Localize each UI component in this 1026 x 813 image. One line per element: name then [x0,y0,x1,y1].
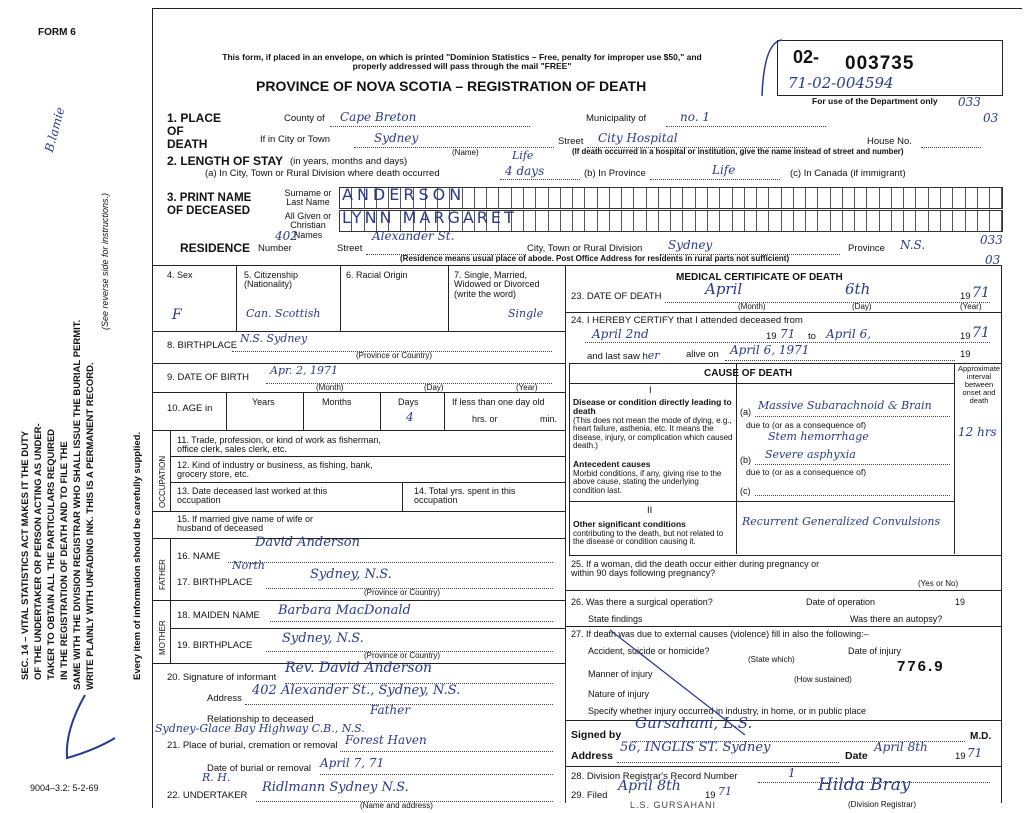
age-col-1 [226,392,227,430]
stay-province-value: Life [712,163,736,177]
given-label: All Given or Christian Names [284,211,332,240]
sex-label: 4. Sex [167,270,193,280]
roman-one: I [649,385,652,396]
cause-header-bottom [569,383,954,384]
street-label: Street [558,136,584,147]
q26-label: 26. Was there a surgical operation? [571,597,713,607]
row-25-bottom [565,590,1002,591]
stay-province-line [650,179,780,180]
undertaker-caption: (Name and address) [360,801,433,810]
attended-from-19: 19 [766,331,777,342]
cause-a2-value: Stem hemorrhage [768,430,869,443]
undertaker-initials: R. H. [202,771,231,784]
due-to-a: due to (or as a consequence of) [746,420,867,430]
date-of-death-day: 6th [845,280,871,298]
alive-on-line [725,360,955,361]
cause-c-line [755,495,950,496]
city-caption: (Name) [452,148,479,157]
place-of-death-text: 1. PLACE OF DEATH [167,111,222,151]
interval-divider [954,363,955,554]
antecedent-label: Antecedent causes [573,459,651,469]
row-10-bottom [152,430,565,431]
signature-bottom [565,766,1002,767]
how-sustained-caption: (How sustained) [794,675,852,684]
marital-label: 7. Single, Married, Widowed or Divorced (write the word) [454,270,540,299]
age-col-4 [444,392,445,430]
length-of-stay-label: 2. LENGTH OF STAY [167,154,284,168]
age-years-label: Years [252,397,275,407]
racial-divider [448,265,449,331]
father-name-value: David Anderson [255,535,360,550]
municipality-line [666,126,826,127]
father-side-divider [170,538,171,600]
city-value: Sydney [374,131,419,145]
signature-address-value: 56, INGLIS ST. Sydney [620,740,771,755]
date-of-death-19: 19 [960,291,971,302]
alive-on-value: April 6, 1971 [730,343,810,357]
attended-to: April 6, [826,327,872,341]
row-27-bottom [565,720,1002,721]
state-findings-label: State findings [588,614,643,624]
date-of-death-label: 23. DATE OF DEATH [571,291,662,302]
birthplace-label: 8. BIRTHPLACE [167,340,238,351]
manner-label: Manner of injury [588,669,653,679]
relationship-value: Father [370,703,411,717]
disease-note: (This does not mean the mode of dying, e.g., heart failure, asthenia, etc. It means the disease, injury, or complication which caused death.) [573,416,733,451]
attended-to-year: 71 [972,325,990,341]
relationship-label: Relationship to deceased [207,714,314,725]
informant-address-label: Address [207,693,242,704]
residence-number-value: 402 [275,229,298,243]
attended-to-19: 19 [960,331,971,342]
other-label: Other significant conditions [573,519,686,529]
trade-label: 11. Trade, profession, or kind of work as fisherman, office clerk, sales clerk, etc. [177,435,381,455]
accident-label: Accident, suicide or homicide? [588,646,710,656]
q25-caption: (Yes or No) [918,579,959,588]
age-col-3 [380,392,381,430]
operation-date-19: 19 [955,597,966,607]
cause-b-label: (b) [740,455,751,465]
house-line [921,147,981,148]
mother-maiden-line [270,621,553,622]
married-label: 15. If married give name of wife or husband of deceased [177,514,314,534]
row-11-bottom [170,456,565,457]
margin-vital-statistics-6: WRITE PLAINLY WITH UNFADING INK. THIS IS A PERMANENT RECORD. [85,362,96,690]
icd-code: 776.9 [897,658,945,675]
signature-date-year: 71 [967,746,983,760]
last-saw-label [587,350,660,362]
stay-city-line [500,179,580,180]
department-code-1: 033 [958,95,981,109]
informant-signature-value: Rev. David Anderson [285,660,433,676]
cause-c-label: (c) [740,486,751,496]
death-month-caption: (Month) [738,302,766,311]
father-side-label: FATHER [158,559,167,590]
length-of-stay-sub: (in years, months and days) [290,156,408,167]
residence-division-label: City, Town or Rural Division [527,243,643,254]
cause-b-line [755,464,950,465]
county-value: Cape Breton [340,110,417,124]
undertaker-label: 22. UNDERTAKER [167,790,248,801]
citizenship-label: 5. Citizenship (Nationality) [244,270,299,290]
given-value: LYNN MARGARET [342,208,517,227]
filed-19: 19 [705,790,716,801]
registrar-mark [55,690,125,770]
signed-by-value: Gursahani, L.S. [635,714,753,732]
burial-date-label: Date of burial or removal [207,763,312,774]
city-label: If in City or Town [260,134,331,145]
mother-birthplace-label: 19. BIRTHPLACE [177,640,253,651]
alive-on-label: alive on [686,349,719,360]
filed-year: 71 [718,785,732,798]
margin-vital-statistics-3: TAKER TO OBTAIN ALL THE PARTICULARS REQUIRED [46,428,57,680]
filed-label: 29. Filed [571,790,608,801]
due-to-b: due to (or as a consequence of) [746,467,867,477]
industry-injury-label: Specify whether injury occurred in industry, in home, or in public place [588,706,866,716]
margin-vital-statistics-5: SAME WITH THE DIVISION REGISTRAR WHO SHALL ISSUE THE BURIAL PERMIT. [72,319,83,690]
death-day-caption: (Day) [852,302,872,311]
residence-province-label: Province [848,243,885,254]
form-number: FORM 6 [38,27,76,38]
mother-birthplace-caption: (Province or Country) [364,651,441,660]
surname-label: Surname or Last Name [284,188,332,208]
residence-code-2: 03 [985,253,1001,267]
box-bracket [758,38,788,98]
age-hrs-label: hrs. or [472,414,498,424]
residence-street-label: Street [337,243,363,254]
citizenship-value: Can. Scottish [246,307,321,320]
age-min-label: min. [540,414,558,424]
medical-title: MEDICAL CERTIFICATE OF DEATH [676,272,843,283]
antecedent-note: Morbid conditions, if any, giving rise to the above cause, stating the underlying condition last. [573,469,722,495]
last-saw-fill: er [647,349,660,362]
residence-street-value: Alexander St. [372,229,455,243]
deceased-label: 3. PRINT NAME OF DECEASED [167,192,252,217]
age-label: 10. AGE in [167,403,213,414]
side-initials: B.lamie [42,105,68,154]
residence-label: RESIDENCE [180,241,251,255]
margin-vital-statistics-2: OF THE UNDERTAKER OR PERSON ACTING AS UNDER- [33,423,44,680]
department-number: 71-02-004594 [788,74,894,92]
margin-vital-statistics-4: IN THE REGISTRATION OF DEATH AND TO FILE THE [59,441,70,680]
municipality-label: Municipality of [586,113,647,124]
signature-date-19: 19 [955,751,966,762]
registrar-number-label: 28. Division Registrar's Record Number [571,771,738,782]
county-label: County of [284,113,325,124]
father-birthplace-label: 17. BIRTHPLACE [177,577,253,588]
birthplace-value: N.S. Sydney [240,332,308,345]
burial-place-label: 21. Place of burial, cremation or removal [167,740,338,751]
cause-title: CAUSE OF DEATH [704,368,793,379]
dob-line [266,383,552,384]
row-7-bottom [152,331,565,332]
date-of-death-year: 71 [972,285,990,301]
registrar-number-value: 1 [788,766,796,780]
signature-date-value: April 8th [874,740,928,754]
registrar-signature: Hilda Bray [818,775,911,795]
dob-day-caption: (Day) [424,383,444,392]
informant-address-value: 402 Alexander St., Sydney, N.S. [252,683,461,698]
dob-year-caption: (Year) [516,383,538,392]
hospital-note: (If death occurred in a hospital or institution, give the name instead of street and number) [572,147,904,156]
signature-address-line [617,762,839,763]
nature-label: Nature of injury [588,689,650,699]
father-name-line [228,562,553,563]
q25-label: 25. If a woman, did the death occur either during pregnancy or within 90 days following pregnancy? [571,559,820,579]
mother-side-label: MOTHER [158,620,167,655]
state-which-caption: (State which) [748,655,795,664]
citizenship-divider [340,265,341,331]
registration-number: 003735 [845,53,915,74]
dob-month-caption: (Month) [316,383,344,392]
cause-part-two-divider [569,501,954,502]
margin-vital-statistics-1: SEC. 14 – VITAL STATISTICS ACT MAKES IT THE DUTY [20,430,31,680]
dob-label: 9. DATE OF BIRTH [167,372,249,383]
residence-code-1: 033 [980,233,1003,247]
municipality-value: no. 1 [680,110,711,124]
md-label: M.D. [970,731,992,742]
stay-city-label: (a) In City, Town or Rural Division where death occurred [205,168,440,179]
life-note: Life [512,149,534,162]
cause-label-divider [736,363,737,554]
house-label: House No. [867,136,912,147]
cause-a-label: (a) [740,407,751,417]
place-of-death-label [167,112,227,151]
burial-place-line [340,751,553,752]
occupation-side-label: OCCUPATION [158,455,167,508]
death-year-caption: (Year) [960,302,982,311]
envelope-note: This form, if placed in an envelope, on which is printed "Dominion Statistics – Free, penalty for improper use $50," and properly addressed will pass through the mail "FREE" [222,52,702,71]
cause-a-value: Massive Subarachnoid & Brain [758,399,932,412]
marital-value: Single [508,307,544,320]
printed-name: L.S. GURSAHANI [630,800,717,810]
burial-date-value: April 7, 71 [320,756,385,770]
father-birthplace-prefix: North [232,559,266,572]
row-9-bottom [152,392,565,393]
burial-note: Sydney-Glace Bay Highway C.B., N.S. [155,722,365,735]
disease-label: Disease or condition directly leading to death [573,397,732,416]
age-days-label: Days [398,397,419,407]
surname-value: ANDERSON [342,185,466,204]
row-8-bottom [152,363,565,364]
cause-a-line [755,416,950,417]
father-name-label: 16. NAME [177,551,221,562]
middle-divider [565,265,566,803]
stay-city-value: 4 days [505,164,545,178]
margin-every-item: Every item of information should be carefully supplied. [132,431,143,680]
certify-label: 24. I HEREBY CERTIFY that I attended deceased from [571,315,803,326]
attended-from: April 2nd [592,327,649,341]
stay-province-label: (b) In Province [584,168,646,179]
residence-division-value: Sydney [668,238,713,252]
racial-label: 6. Racial Origin [346,270,408,280]
row-14-bottom [152,511,565,512]
department-note: For use of the Department only [812,96,938,106]
father-bottom [152,600,565,601]
father-birthplace-caption: (Province or Country) [364,588,441,597]
operation-date-label: Date of operation [806,597,876,607]
registrar-caption: (Division Registrar) [848,800,917,809]
street-value: City Hospital [598,131,678,145]
signature-date-label: Date [845,750,868,762]
age-days-value: 4 [406,410,414,424]
age-less-label: If less than one day old [452,397,545,407]
undertaker-value: Ridlmann Sydney N.S. [262,780,409,795]
signed-by-label: Signed by [571,729,622,741]
filed-value: April 8th [618,778,681,794]
mother-birthplace-value: Sydney, N.S. [282,631,364,646]
age-months-label: Months [322,397,352,407]
dob-value: Apr. 2, 1971 [270,364,339,377]
burial-date-line [320,774,553,775]
sex-divider [236,265,237,331]
q27-label: 27. If death was due to external causes (violence) fill in also the following:– [571,629,869,639]
row-23-bottom [565,312,1002,313]
father-birthplace-value: Sydney, N.S. [310,567,392,582]
autopsy-label: Was there an autopsy? [850,614,943,624]
date-of-death-month: April [705,280,743,298]
cause-b-value: Severe asphyxia [765,448,856,461]
injury-date-label: Date of injury [848,646,902,656]
age-col-2 [303,392,304,430]
row-12-bottom [170,482,565,483]
registration-prefix: 02- [793,47,820,67]
mother-side-divider [170,600,171,663]
form-title: PROVINCE OF NOVA SCOTIA – REGISTRATION OF DEATH [256,78,647,94]
date-of-death-line [665,302,990,303]
mother-maiden-value: Barbara MacDonald [278,603,411,618]
department-code-2: 03 [983,111,999,125]
informant-signature-label: 20. Signature of informant [167,672,277,683]
residence-province-value: N.S. [900,238,926,252]
attended-from-year: 71 [780,327,796,341]
left-frame-line [152,8,153,808]
residence-note: (Residence means usual place of abode. Post Office Address for residents in rural parts not sufficient) [400,254,790,263]
occupation-side-divider [170,430,171,511]
top-frame-line [152,8,1022,9]
signature-address-label: Address [571,750,614,762]
residence-number-label: Number [258,243,292,254]
other-value: Recurrent Generalized Convulsions [742,515,941,528]
sex-value: F [172,307,182,323]
burial-place-value: Forest Haven [345,733,427,747]
mother-maiden-label: 18. MAIDEN NAME [177,610,260,621]
mother-mid [170,628,565,629]
attended-to-label: to [808,331,816,342]
total-years-label: 14. Total yrs. spent in this occupation [414,486,516,506]
interval-label: Approximate interval between onset and death [958,364,1001,405]
industry-label: 12. Kind of industry or business, as fishing, bank, grocery store, etc. [177,460,373,480]
other-note: contributing to the death, but not related to the disease or condition causing it. [573,529,724,547]
last-saw-text: and last saw h [587,351,648,362]
occupation-divider [402,482,403,511]
last-worked-label: 13. Date deceased last worked at this occupation [177,486,328,506]
birthplace-caption: (Province or Country) [356,351,433,360]
stay-canada-label: (c) In Canada (if immigrant) [790,168,906,179]
margin-reverse-side: (See reverse side for instructions.) [100,192,110,330]
interval-a-value: 12 hrs [958,425,997,439]
form-code: 9004–3.2: 5-2-69 [30,783,99,793]
alive-on-19: 19 [960,349,971,360]
roman-two: II [647,505,653,516]
main-table-top [152,265,1002,266]
county-line [330,126,530,127]
